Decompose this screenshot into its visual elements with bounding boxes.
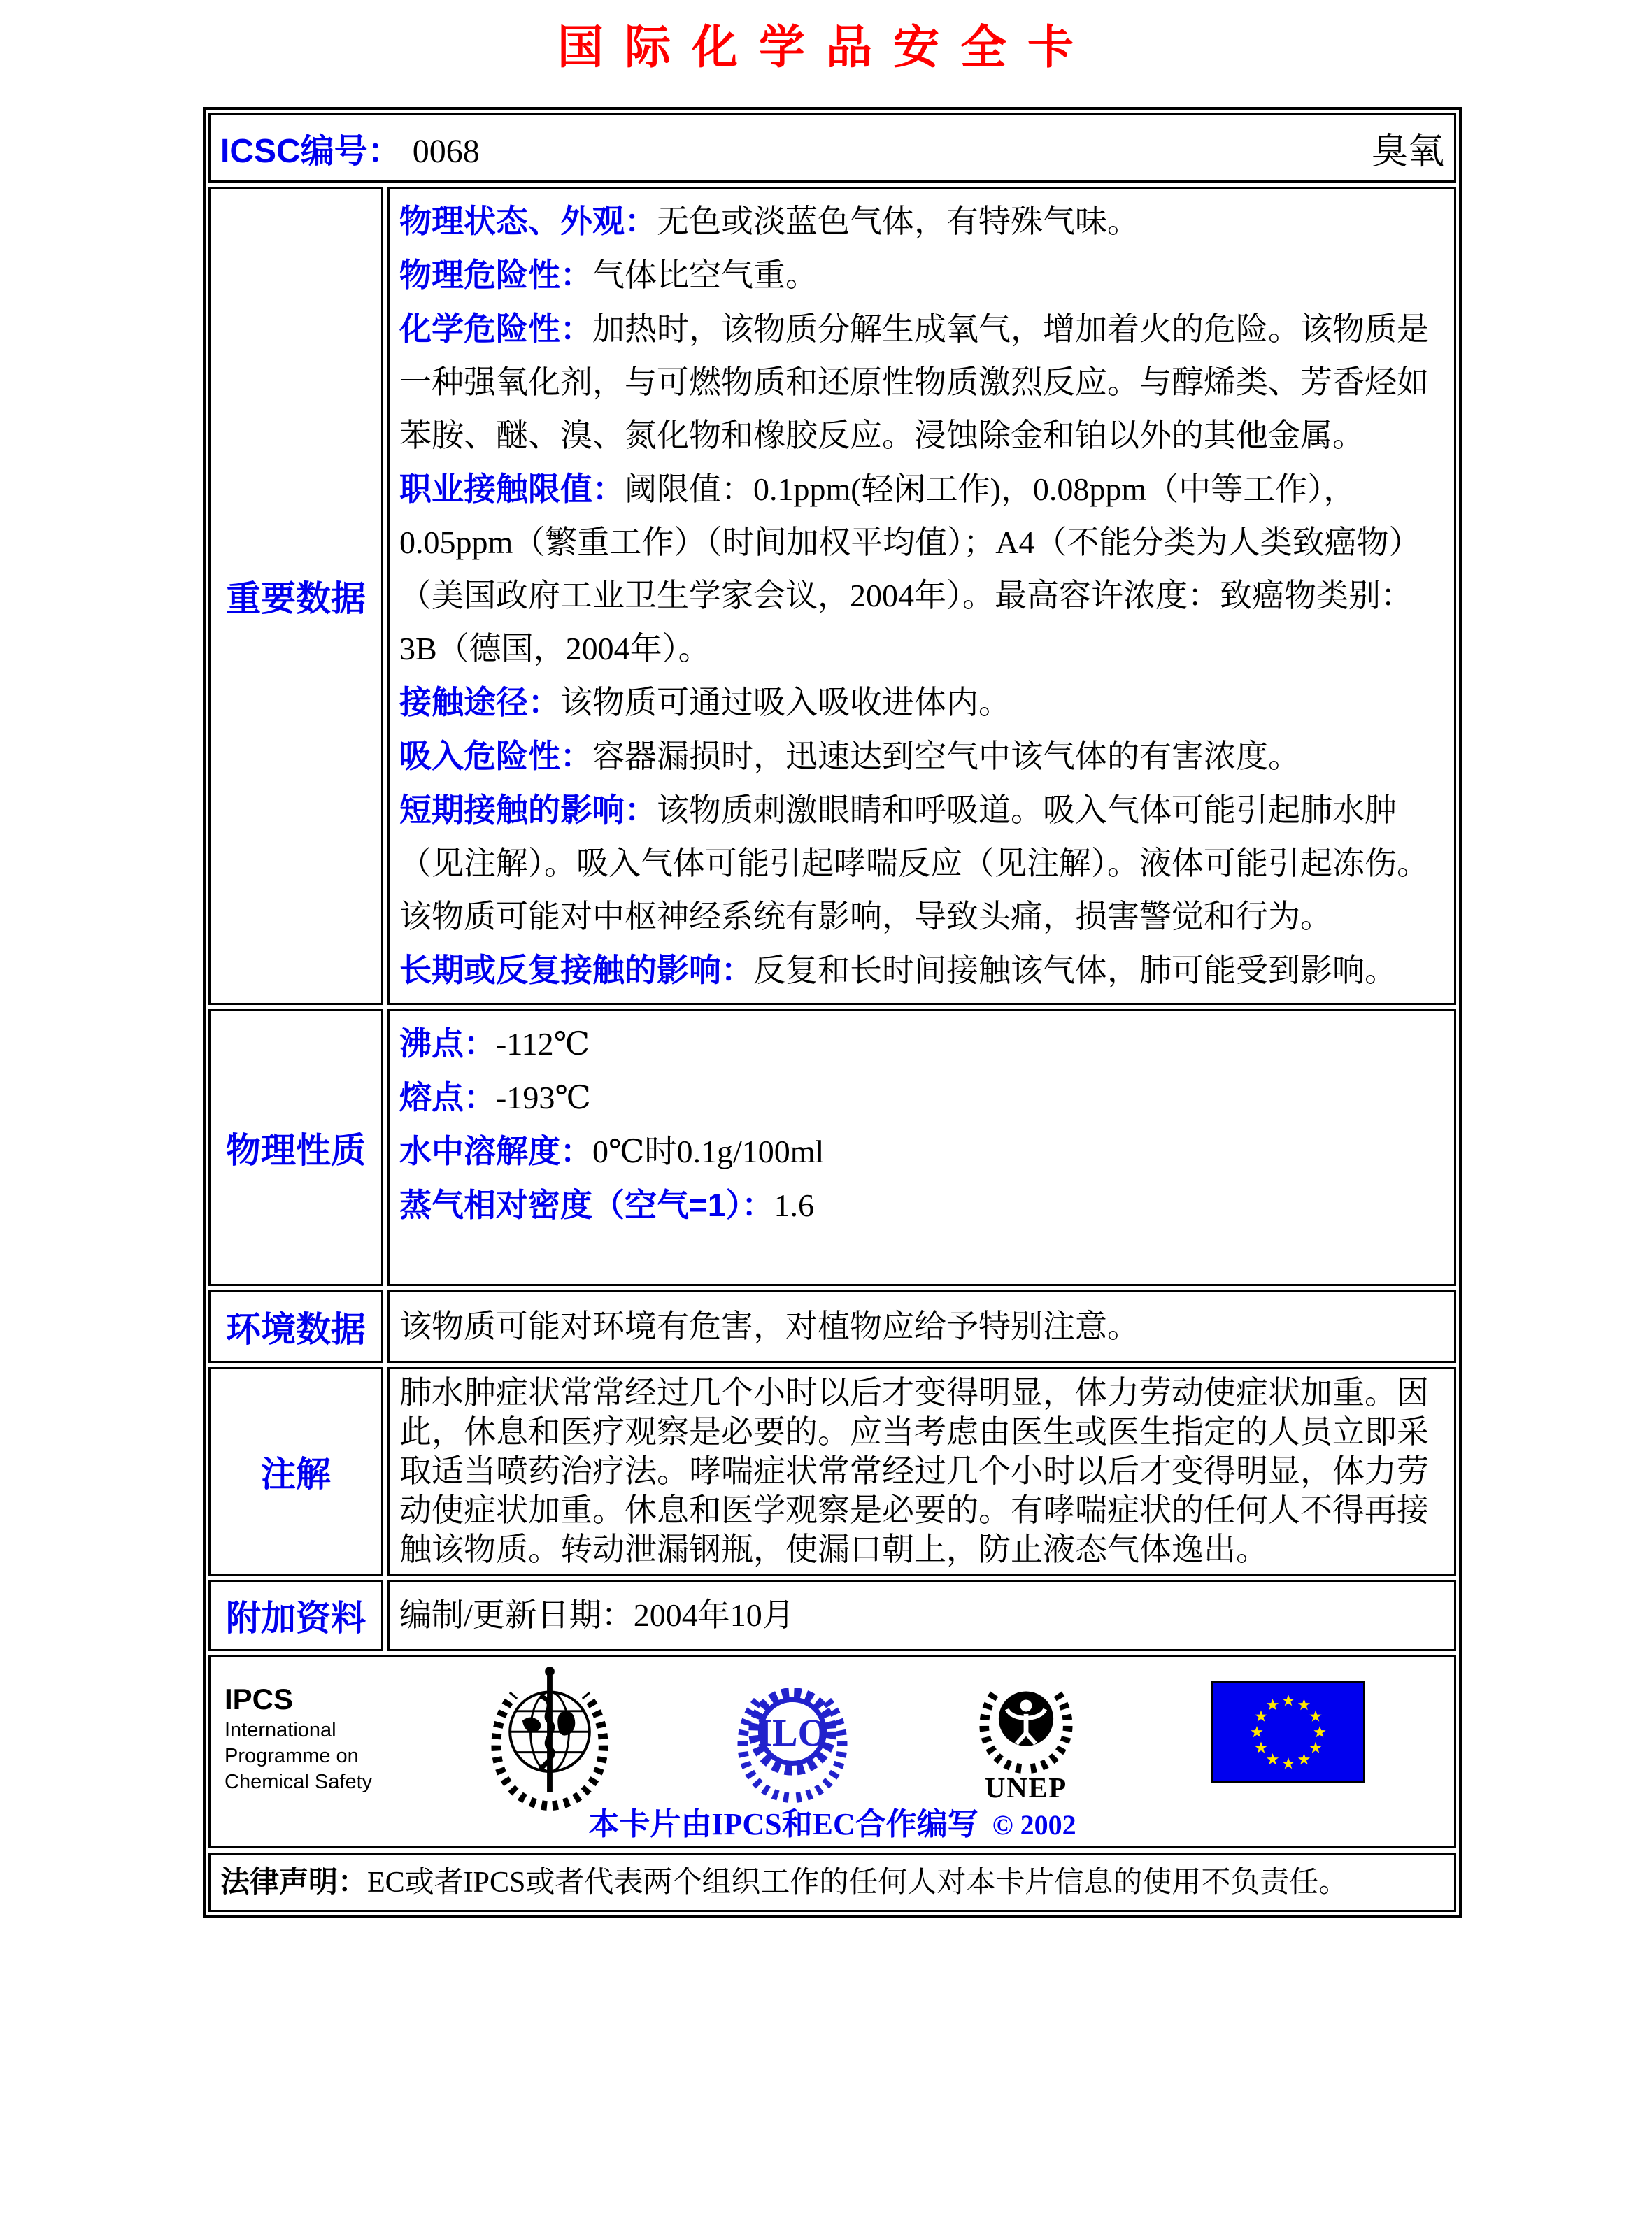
field-text: 气体比空气重。	[592, 257, 818, 293]
icsc-number-value: 0068	[412, 132, 480, 170]
field-label: 接触途径：	[399, 684, 560, 720]
property-value: 0℃时0.1g/100ml	[592, 1134, 825, 1169]
property-label: 沸点：	[399, 1025, 496, 1062]
copyright-text: © 2002	[992, 1809, 1076, 1841]
ipcs-line: International	[225, 1719, 336, 1741]
important-item	[399, 302, 1444, 462]
cooperation-caption	[211, 1799, 1454, 1843]
ipcs-acronym: IPCS	[225, 1683, 294, 1715]
environment-data-row	[208, 1290, 1456, 1363]
field-text: 容器漏损时，迅速达到空气中该气体的有害浓度。	[592, 739, 1300, 774]
icsc-number-group	[220, 124, 480, 172]
notes-content: 肺水肿症状常常经过几个小时以后才变得明显，体力劳动使症状加重。因此，休息和医疗观察是必要的。应当考虑由医生或医生指定的人员立即采取适当喷药治疗法。哮喘症状常常经过几个小时以后才变得明显，体力劳动使症状加重。休息和医学观察是必要的。有哮喘症状的任何人不得再接触该物质。转动泄漏钢瓶，使漏口朝上，防止液态气体逸出。	[387, 1367, 1456, 1576]
section-label-notes: 注解	[208, 1367, 383, 1576]
unep-letters: UNEP	[985, 1771, 1067, 1804]
field-text: 该物质可通过吸入吸收进体内。	[560, 685, 1011, 720]
field-text: 阈限值：0.1ppm(轻闲工作)，0.08ppm（中等工作），0.05ppm（繁重工作）（时间加权平均值）；A4（不能分类为人类致癌物）（美国政府工业卫生学家会议，2004年）。最高容许浓度：致癌物类别：3B（德国，2004年）。	[399, 471, 1421, 666]
page-title: 国际化学品安全卡	[557, 22, 1095, 73]
property-label: 熔点：	[399, 1079, 496, 1115]
field-label: 物理状态、外观：	[399, 203, 657, 239]
ipcs-line: Chemical Safety	[225, 1771, 373, 1793]
field-label: 长期或反复接触的影响：	[399, 952, 753, 988]
property-value: -112℃	[496, 1026, 590, 1062]
field-label: 吸入危险性：	[399, 738, 592, 774]
field-label: 职业接触限值：	[399, 471, 625, 507]
section-label-environment: 环境数据	[208, 1290, 383, 1363]
chemical-name: 臭氧	[1371, 131, 1444, 172]
ipcs-line: Programme on	[225, 1745, 359, 1767]
important-item	[399, 194, 1444, 248]
caption-text: 本卡片由IPCS和EC合作编写	[588, 1807, 978, 1841]
property-label: 水中溶解度：	[399, 1133, 592, 1169]
ilo-letters: ILO	[757, 1711, 828, 1754]
ilo-logo-icon	[729, 1673, 856, 1806]
physical-properties-row	[208, 1009, 1456, 1286]
field-label: 化学危险性：	[399, 311, 592, 347]
field-text: 该物质刺激眼睛和呼吸道。吸入气体可能引起肺水肿（见注解）。吸入气体可能引起哮喘反应（见注解）。液体可能引起冻伤。该物质可能对中枢神经系统有影响，导致头痛，损害警觉和行为。	[399, 792, 1429, 934]
ipcs-text-block	[225, 1681, 417, 1795]
important-data-row	[208, 187, 1456, 1005]
important-item	[399, 729, 1444, 783]
physical-properties-content	[387, 1009, 1456, 1286]
legal-notice-label: 法律声明：	[220, 1865, 368, 1898]
legal-notice-row	[208, 1853, 1456, 1912]
important-item	[399, 783, 1444, 943]
section-label-important: 重要数据	[208, 187, 383, 1005]
important-item	[399, 462, 1444, 676]
additional-info-row	[208, 1580, 1456, 1651]
unep-logo-icon	[967, 1669, 1085, 1809]
property-label: 蒸气相对密度（空气=1）：	[399, 1187, 774, 1223]
additional-info-content	[387, 1580, 1456, 1651]
legal-notice-text: EC或者IPCS或者代表两个组织工作的任何人对本卡片信息的使用不负责任。	[367, 1867, 1348, 1899]
section-label-physical: 物理性质	[208, 1009, 383, 1286]
header-row	[208, 113, 1456, 183]
organizations-row	[208, 1655, 1456, 1848]
property-value: -193℃	[496, 1080, 591, 1115]
field-label: 物理危险性：	[399, 257, 592, 293]
important-item	[399, 676, 1444, 729]
update-date-label: 编制/更新日期：	[399, 1597, 634, 1633]
environment-data-content: 该物质可能对环境有危害，对植物应给予特别注意。	[387, 1290, 1456, 1363]
important-item	[399, 248, 1444, 302]
who-logo-icon	[481, 1666, 618, 1818]
property-line	[399, 1017, 1444, 1071]
field-label: 短期接触的影响：	[399, 792, 657, 828]
property-value: 1.6	[774, 1187, 814, 1223]
field-text: 无色或淡蓝色气体，有特殊气味。	[657, 204, 1139, 239]
update-date-value: 2004年10月	[633, 1597, 795, 1633]
section-label-additional: 附加资料	[208, 1580, 383, 1651]
important-item	[399, 943, 1444, 997]
important-data-content	[387, 187, 1456, 1005]
field-text: 加热时，该物质分解生成氧气，增加着火的危险。该物质是一种强氧化剂，与可燃物质和还原性物质激烈反应。与醇烯类、芳香烃如苯胺、醚、溴、氮化物和橡胶反应。浸蚀除金和铂以外的其他金属。	[399, 311, 1429, 453]
property-line	[399, 1071, 1444, 1125]
property-line	[399, 1125, 1444, 1178]
property-line	[399, 1178, 1444, 1232]
field-text: 反复和长时间接触该气体，肺可能受到影响。	[753, 953, 1397, 988]
icsc-card-table	[203, 107, 1462, 1918]
eu-flag-icon	[1211, 1681, 1365, 1787]
notes-row	[208, 1367, 1456, 1576]
icsc-number-label: ICSC编号：	[220, 132, 401, 170]
